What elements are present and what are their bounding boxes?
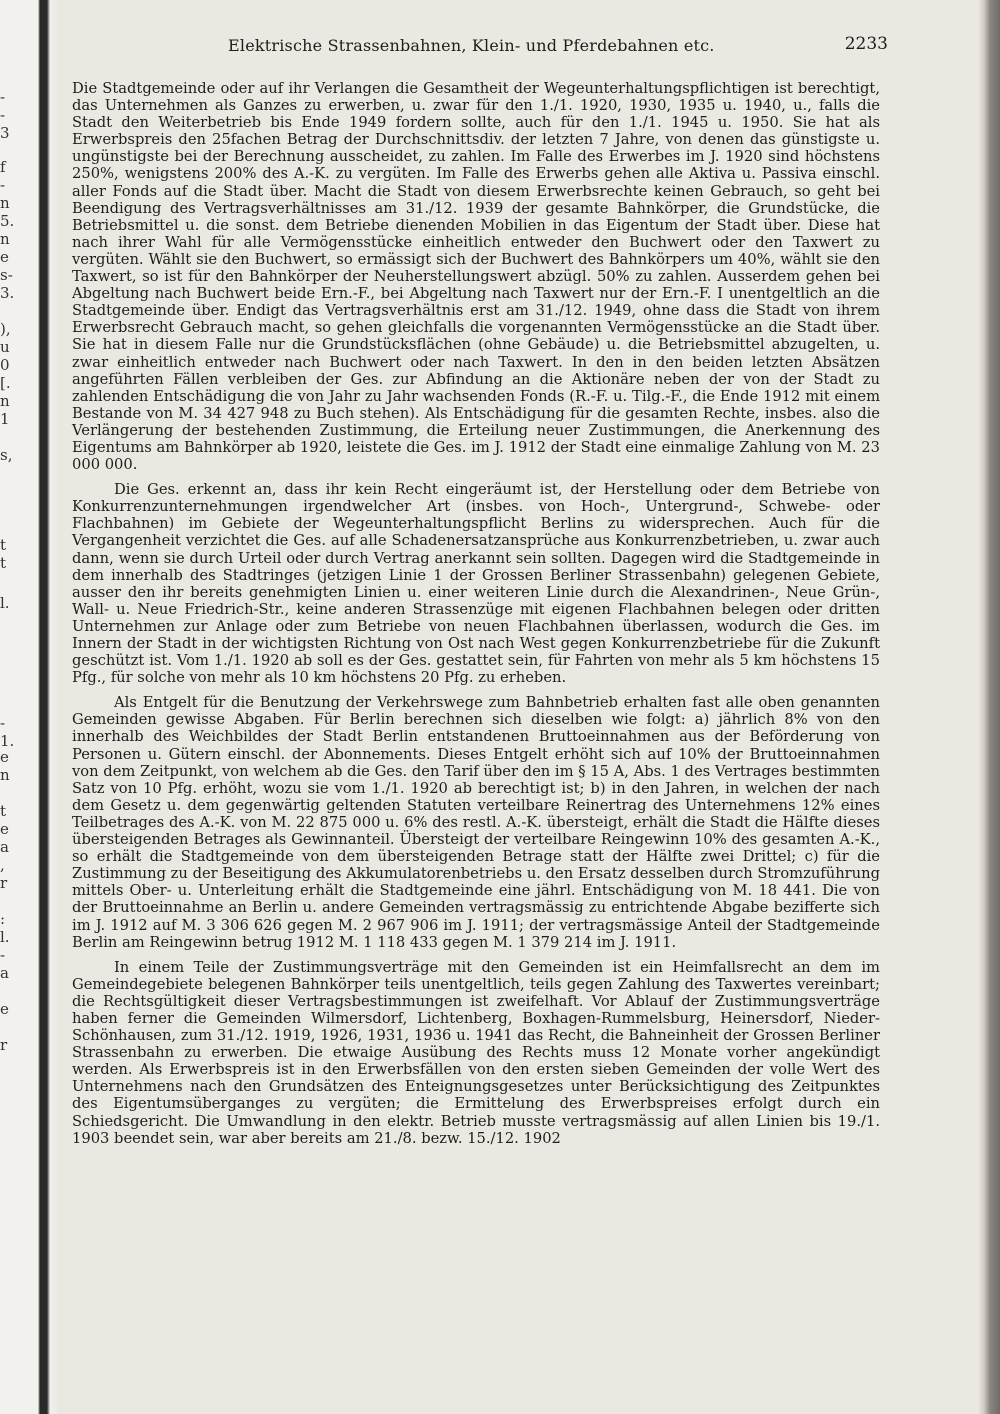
page-edge-shadow — [978, 0, 1000, 1414]
margin-fragment: 1 — [0, 410, 10, 428]
margin-fragment: t — [0, 802, 7, 820]
margin-fragment: n — [0, 230, 10, 248]
margin-fragment: 3 — [0, 124, 10, 142]
margin-fragment: e — [0, 248, 9, 266]
margin-fragment: r — [0, 874, 8, 892]
margin-fragment: , — [0, 856, 5, 874]
margin-fragment: - — [0, 714, 6, 732]
margin-fragment: a — [0, 838, 9, 856]
margin-fragment: u — [0, 338, 10, 356]
running-title: Elektrische Strassenbahnen, Klein- und Pferdebahnen etc. — [228, 36, 715, 55]
paragraph: Die Ges. erkennt an, dass ihr kein Recht eingeräumt ist, der Herstellung oder dem Betriebe von Konkurrenzunternehmungen irgendwelcher Art (insbes. von Hoch-, Untergrund-, Schwebe- oder Flachbahnen) im Gebiete der Wegeunterhaltungspflicht Berlins zu widersprechen. Auch für die Vergangenheit verzichtet die Ges. auf alle Schadenersatzansprüche aus Konkurrenzbetrieben, u. zwar auch dann, wenn sie durch Urteil oder durch Vertrag anerkannt sein sollten. Dagegen wird die Stadtgemeinde in dem innerhalb des Stadtringes (jetzigen Linie 1 der Grossen Berliner Strassenbahn) gelegenen Gebiete, ausser den ihr bereits genehmigten Linien u. einer weiteren Linie durch die Alexandrinen-, Neue Grün-, Wall- u. Neue Friedrich-Str., keine anderen Strassenzüge mit eigenen Flachbahnen belegen oder dritten Unternehmen zur Anlage oder zum Betriebe von neuen Flachbahnen überlassen, wodurch die Ges. im Innern der Stadt in der wichtigsten Richtung von Ost nach West gegen Konkurrenzbetriebe für die Zukunft geschützt ist. Vom 1./1. 1920 ab soll es der Ges. gestattet sein, für Fahrten von mehr als 5 km höchstens 15 Pfg., für solche von mehr als 10 km höchstens 20 Pfg. zu erheben. — [72, 481, 880, 687]
margin-fragment: ), — [0, 320, 11, 338]
page-body-text — [72, 80, 880, 1155]
margin-fragment: 0 — [0, 356, 10, 374]
margin-fragment: l. — [0, 594, 10, 612]
margin-fragment: [. — [0, 374, 11, 392]
paragraph: Die Stadtgemeinde oder auf ihr Verlangen die Gesamtheit der Wegeunterhaltungspflichtigen ist berechtigt, das Unternehmen als Ganzes zu erwerben, u. zwar für den 1./1. 1920, 1930, 1935 u. 1940, u., falls die Stadt den Weiterbetrieb bis Ende 1949 fordern sollte, auch für den 1./1. 1945 u. 1950. Sie hat als Erwerbspreis den 25fachen Betrag der Durchschnittsdiv. der letzten 7 Jahre, von denen das günstigste u. ungünstigste bei der Berechnung ausscheidet, zu zahlen. Im Falle des Erwerbes im J. 1920 sind höchstens 250%, wenigstens 200% des A.-K. zu vergüten. Im Falle des Erwerbs gehen alle Aktiva u. Passiva einschl. aller Fonds auf die Stadt über. Macht die Stadt von diesem Erwerbsrechte keinen Gebrauch, so geht bei Beendigung des Vertragsverhältnisses am 31./12. 1939 der gesamte Bahnkörper, die Grundstücke, die Betriebsmittel u. die sonst. dem Betriebe dienenden Mobilien in das Eigentum der Stadt über. Diese hat nach ihrer Wahl für alle Vermögensstücke einheitlich entweder den Buchwert oder den Taxwert zu vergüten. Wählt sie den Buchwert, so ermässigt sich der Buchwert des Bahnkörpers um 40%, wählt sie den Taxwert, so ist für den Bahnkörper der Neuherstellungswert abzügl. 50% zu zahlen. Ausserdem gehen bei Abgeltung nach Buchwert beide Ern.-F., bei Abgeltung nach Taxwert nur der Ern.-F. I unentgeltlich an die Stadtgemeinde über. Endigt das Vertragsverhältnis erst am 31./12. 1949, ohne dass die Stadt von ihrem Erwerbsrecht Gebrauch macht, so gehen gleichfalls die vorgenannten Vermögensstücke an die Stadt über. Sie hat in diesem Falle nur die Grundstücksflächen (ohne Gebäude) u. die Betriebsmittel abzugelten, u. zwar einheitlich entweder nach Buchwert oder nach Taxwert. In den in den beiden letzten Absätzen angeführten Fällen verbleiben der Ges. zur Abfindung an die Aktionäre neben der von der Stadt zu zahlenden Entschädigung die von Jahr zu Jahr wachsenden Fonds (R.-F. u. Tilg.-F., die Ende 1912 mit einem Bestande von M. 34 427 948 zu Buch stehen). Als Entschädigung für die gesamten Rechte, insbes. also die Verlängerung der bestehenden Zustimmung, die Erteilung neuer Zustimmungen, die Anerkennung des Eigentums am Bahnkörper ab 1920, leistete die Ges. im J. 1912 der Stadt eine einmalige Zahlung von M. 23 000 000. — [72, 80, 880, 474]
margin-fragment: t — [0, 536, 7, 554]
margin-fragment: n — [0, 392, 10, 410]
margin-fragment: e — [0, 820, 9, 838]
paragraph: In einem Teile der Zustimmungsverträge mit den Gemeinden ist ein Heimfallsrecht an dem im Gemeindegebiete belegenen Bahnkörper teils unentgeltlich, teils gegen Zahlung des Taxwertes vereinbart; die Rechtsgültigkeit dieser Vertragsbestimmungen ist zweifelhaft. Vor Ablauf der Zustimmungsverträge haben ferner die Gemeinden Wilmersdorf, Lichtenberg, Boxhagen-Rummelsburg, Heinersdorf, Nieder-Schönhausen, zum 31./12. 1919, 1926, 1931, 1936 u. 1941 das Recht, die Bahneinheit der Grossen Berliner Strassenbahn zu erwerben. Die etwaige Ausübung des Rechts muss 12 Monate vorher angekündigt werden. Als Erwerbspreis ist in den Erwerbsfällen von den ersten sieben Gemeinden der volle Wert des Unternehmens nach den Grundsätzen des Enteignungsgesetzes unter Berücksichtigung des Zeitpunktes des Eigentumsüberganges zu vergüten; die Ermittelung des Erwerbspreises erfolgt durch ein Schiedsgericht. Die Umwandlung in den elektr. Betrieb musste vertragsmässig auf allen Linien bis 19./1. 1903 beendet sein, war aber bereits am 21./8. bezw. 15./12. 1902 — [72, 958, 880, 1147]
margin-fragment: e — [0, 1000, 9, 1018]
margin-fragment: l. — [0, 928, 10, 946]
page-number: 2233 — [844, 34, 888, 54]
page-header — [160, 36, 888, 60]
margin-fragment: 1. — [0, 732, 15, 750]
margin-fragment: n — [0, 766, 10, 784]
margin-fragment: : — [0, 910, 6, 928]
margin-fragment: - — [0, 946, 6, 964]
margin-fragment: - — [0, 88, 6, 106]
margin-fragment: 5. — [0, 212, 15, 230]
margin-fragment: r — [0, 1036, 8, 1054]
margin-fragment: s, — [0, 446, 13, 464]
margin-fragment: e — [0, 748, 9, 766]
margin-fragment: f — [0, 158, 6, 176]
margin-fragment: - — [0, 106, 6, 124]
margin-fragment: s- — [0, 266, 13, 284]
margin-fragment: - — [0, 176, 6, 194]
margin-fragment: n — [0, 194, 10, 212]
paragraph: Als Entgelt für die Benutzung der Verkehrswege zum Bahnbetrieb erhalten fast alle oben genannten Gemeinden gewisse Abgaben. Für Berlin berechnen sich dieselben wie folgt: a) jährlich 8% von den innerhalb des Weichbildes der Stadt Berlin entstandenen Bruttoeinnahmen aus der Beförderung von Personen u. Gütern einschl. der Abonnements. Dieses Entgelt erhöht sich auf 10% der Bruttoeinnahmen von dem Zeitpunkt, von welchem ab die Ges. den Tarif über den im § 15 A, Abs. 1 des Vertrages bestimmten Satz von 10 Pfg. erhöht, wozu sie vom 1./1. 1920 ab berechtigt ist; b) in den Jahren, in welchen der nach dem Gesetz u. dem gegenwärtig geltenden Statuten verteilbare Reinertrag des Unternehmens 12% eines Teilbetrages des A.-K. von M. 22 875 000 u. 6% des restl. A.-K. übersteigt, erhält die Stadt die Hälfte dieses übersteigenden Betrages als Gewinnanteil. Übersteigt der verteilbare Reingewinn 10% des gesamten A.-K., so erhält die Stadtgemeinde von dem übersteigenden Betrage statt der Hälfte zwei Drittel; c) für die Zustimmung zu der Beseitigung des Akkumulatorenbetriebs u. den Ersatz desselben durch Stromzuführung mittels Ober- u. Unterleitung erhält die Stadtgemeinde eine jährl. Entschädigung von M. 18 441. Die von der Bruttoeinnahme an Berlin u. andere Gemeinden vertragsmässig zu entrichtende Abgabe bezifferte sich im J. 1912 auf M. 3 306 626 gegen M. 2 967 906 im J. 1911; der vertragsmässige Anteil der Stadtgemeinde Berlin am Reingewinn betrug 1912 M. 1 118 433 gegen M. 1 379 214 im J. 1911. — [72, 694, 880, 951]
margin-fragment: t — [0, 554, 7, 572]
margin-fragment: 3. — [0, 284, 15, 302]
facing-page-margin-fragments — [0, 0, 14, 1414]
margin-fragment: a — [0, 964, 9, 982]
